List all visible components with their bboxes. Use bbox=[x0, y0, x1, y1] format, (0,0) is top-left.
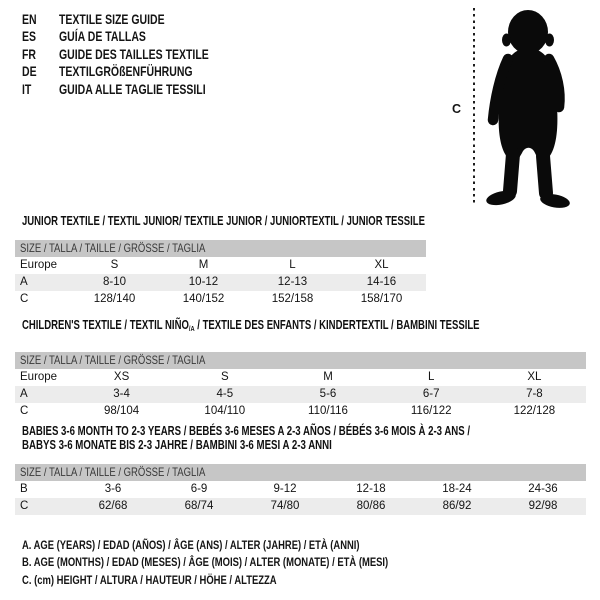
size-cell: 62/68 bbox=[98, 500, 128, 512]
row-label: A bbox=[20, 388, 28, 400]
language-list bbox=[22, 11, 259, 98]
size-cell: 128/140 bbox=[93, 293, 136, 305]
size-cell: XL bbox=[527, 371, 542, 383]
size-cell: 6-9 bbox=[190, 483, 208, 495]
table-row bbox=[15, 257, 426, 274]
language-title: GUÍA DE TALLAS bbox=[59, 28, 146, 45]
junior-textile-table bbox=[15, 214, 426, 308]
table-row bbox=[15, 403, 586, 420]
row-label: A bbox=[20, 276, 28, 288]
table-row bbox=[15, 498, 586, 515]
table-row bbox=[15, 274, 426, 291]
table-rows bbox=[15, 257, 426, 308]
size-cell: 110/116 bbox=[308, 405, 348, 417]
size-cell: 92/98 bbox=[528, 500, 558, 512]
table-title bbox=[22, 318, 586, 336]
language-code: ES bbox=[22, 28, 37, 45]
size-cell: 116/122 bbox=[410, 405, 452, 417]
size-cell: 8-10 bbox=[102, 276, 127, 288]
size-cell: 12-13 bbox=[277, 276, 308, 288]
size-cell: S bbox=[110, 259, 119, 271]
table-title-line: BABIES 3-6 MONTH TO 2-3 YEARS / BEBÉS 3-6 MESES A 2-3 AÑOS / BÉBÉS 3-6 MOIS À 2-3 ANS / bbox=[22, 424, 471, 438]
size-cell: 6-7 bbox=[422, 388, 440, 400]
footnote: B. AGE (MONTHS) / EDAD (MESES) / ÂGE (MOIS) / ALTER (MONATE) / ETÀ (MESI) bbox=[22, 555, 389, 570]
language-code: FR bbox=[22, 45, 37, 62]
row-label: C bbox=[20, 293, 29, 305]
language-code: IT bbox=[22, 80, 32, 97]
table-title bbox=[22, 424, 586, 452]
size-cell: 7-8 bbox=[526, 388, 543, 400]
table-title bbox=[22, 214, 426, 228]
size-header-bar bbox=[15, 464, 586, 481]
language-row bbox=[22, 11, 259, 28]
row-label: Europe bbox=[20, 259, 58, 271]
size-cell: 18-24 bbox=[442, 483, 472, 495]
table-title-line: BABYS 3-6 MONATE BIS 2-3 JAHRE / BAMBINI 3-6 MESI A 2-3 ANNI bbox=[22, 438, 332, 452]
language-code: EN bbox=[22, 11, 37, 27]
size-cell: XS bbox=[113, 371, 130, 383]
size-cell: 5-6 bbox=[319, 388, 337, 400]
language-title: GUIDE DES TAILLES TEXTILE bbox=[59, 45, 209, 62]
row-label: B bbox=[20, 483, 28, 495]
size-cell: 24-36 bbox=[528, 483, 558, 495]
size-cell: 104/110 bbox=[204, 405, 246, 417]
babies-textile-table bbox=[15, 424, 586, 515]
size-cell: 98/104 bbox=[104, 405, 140, 417]
size-cell: M bbox=[323, 371, 333, 383]
toddler-silhouette-shapes bbox=[485, 10, 571, 208]
table-rows bbox=[15, 369, 586, 420]
size-cell: 140/152 bbox=[182, 293, 225, 305]
toddler-silhouette-icon bbox=[478, 6, 578, 208]
size-cell: 86/92 bbox=[442, 500, 472, 512]
footnotes bbox=[22, 537, 487, 589]
row-label: C bbox=[20, 500, 29, 512]
toddler-figure bbox=[450, 6, 595, 210]
size-cell: 14-16 bbox=[366, 276, 397, 288]
children-textile-table bbox=[15, 318, 586, 420]
size-cell: 12-18 bbox=[356, 483, 386, 495]
table-title-line: CHILDREN'S TEXTILE / TEXTIL $NIÑO_{/A}$ / TEXTILE DES ENFANTS / KINDERTEXTIL / BAMBINI TESSILE bbox=[22, 318, 480, 333]
size-cell: 68/74 bbox=[184, 500, 214, 512]
size-cell: L bbox=[289, 259, 296, 271]
size-cell: 74/80 bbox=[270, 500, 300, 512]
height-measure-line bbox=[473, 8, 475, 206]
table-row bbox=[15, 369, 586, 386]
table-row bbox=[15, 291, 426, 308]
size-cell: 152/158 bbox=[271, 293, 314, 305]
size-header-label: SIZE / TALLA / TAILLE / GRÖSSE / TAGLIA bbox=[20, 241, 206, 255]
size-cell: S bbox=[220, 371, 229, 383]
language-title: TEXTILGRÖßENFÜHRUNG bbox=[59, 63, 193, 80]
language-title: GUIDA ALLE TAGLIE TESSILI bbox=[59, 80, 206, 97]
footnote: C. (cm) HEIGHT / ALTURA / HAUTEUR / HÖHE / ALTEZZA bbox=[22, 572, 277, 587]
language-row bbox=[22, 63, 259, 80]
table-rows bbox=[15, 481, 586, 515]
size-cell: 122/128 bbox=[513, 405, 556, 417]
table-row bbox=[15, 386, 586, 403]
size-cell: L bbox=[427, 371, 435, 383]
language-title: TEXTILE SIZE GUIDE bbox=[59, 11, 165, 27]
language-row bbox=[22, 81, 259, 98]
table-row bbox=[15, 481, 586, 498]
size-cell: 158/170 bbox=[360, 293, 403, 305]
size-cell: 9-12 bbox=[273, 483, 297, 495]
height-label: C bbox=[452, 102, 462, 116]
language-code: DE bbox=[22, 63, 37, 80]
size-cell: 4-5 bbox=[216, 388, 234, 400]
language-row bbox=[22, 28, 259, 45]
language-row bbox=[22, 46, 259, 63]
size-header-bar bbox=[15, 352, 586, 369]
size-cell: 80/86 bbox=[356, 500, 386, 512]
size-cell: 3-6 bbox=[104, 483, 122, 495]
table-title-line: JUNIOR TEXTILE / TEXTIL JUNIOR/ TEXTILE JUNIOR / JUNIORTEXTIL / JUNIOR TESSILE bbox=[22, 214, 425, 228]
size-cell: M bbox=[198, 259, 209, 271]
row-label: Europe bbox=[20, 371, 58, 383]
footnote: A. AGE (YEARS) / EDAD (AÑOS) / ÂGE (ANS) / ALTER (JAHRE) / ETÀ (ANNI) bbox=[22, 538, 360, 552]
size-cell: 3-4 bbox=[113, 388, 130, 400]
row-label: C bbox=[20, 405, 29, 417]
size-header-label: SIZE / TALLA / TAILLE / GRÖSSE / TAGLIA bbox=[20, 465, 206, 479]
size-cell: XL bbox=[374, 259, 389, 271]
size-cell: 10-12 bbox=[188, 276, 219, 288]
size-header-label: SIZE / TALLA / TAILLE / GRÖSSE / TAGLIA bbox=[20, 353, 206, 367]
size-header-bar bbox=[15, 240, 426, 257]
